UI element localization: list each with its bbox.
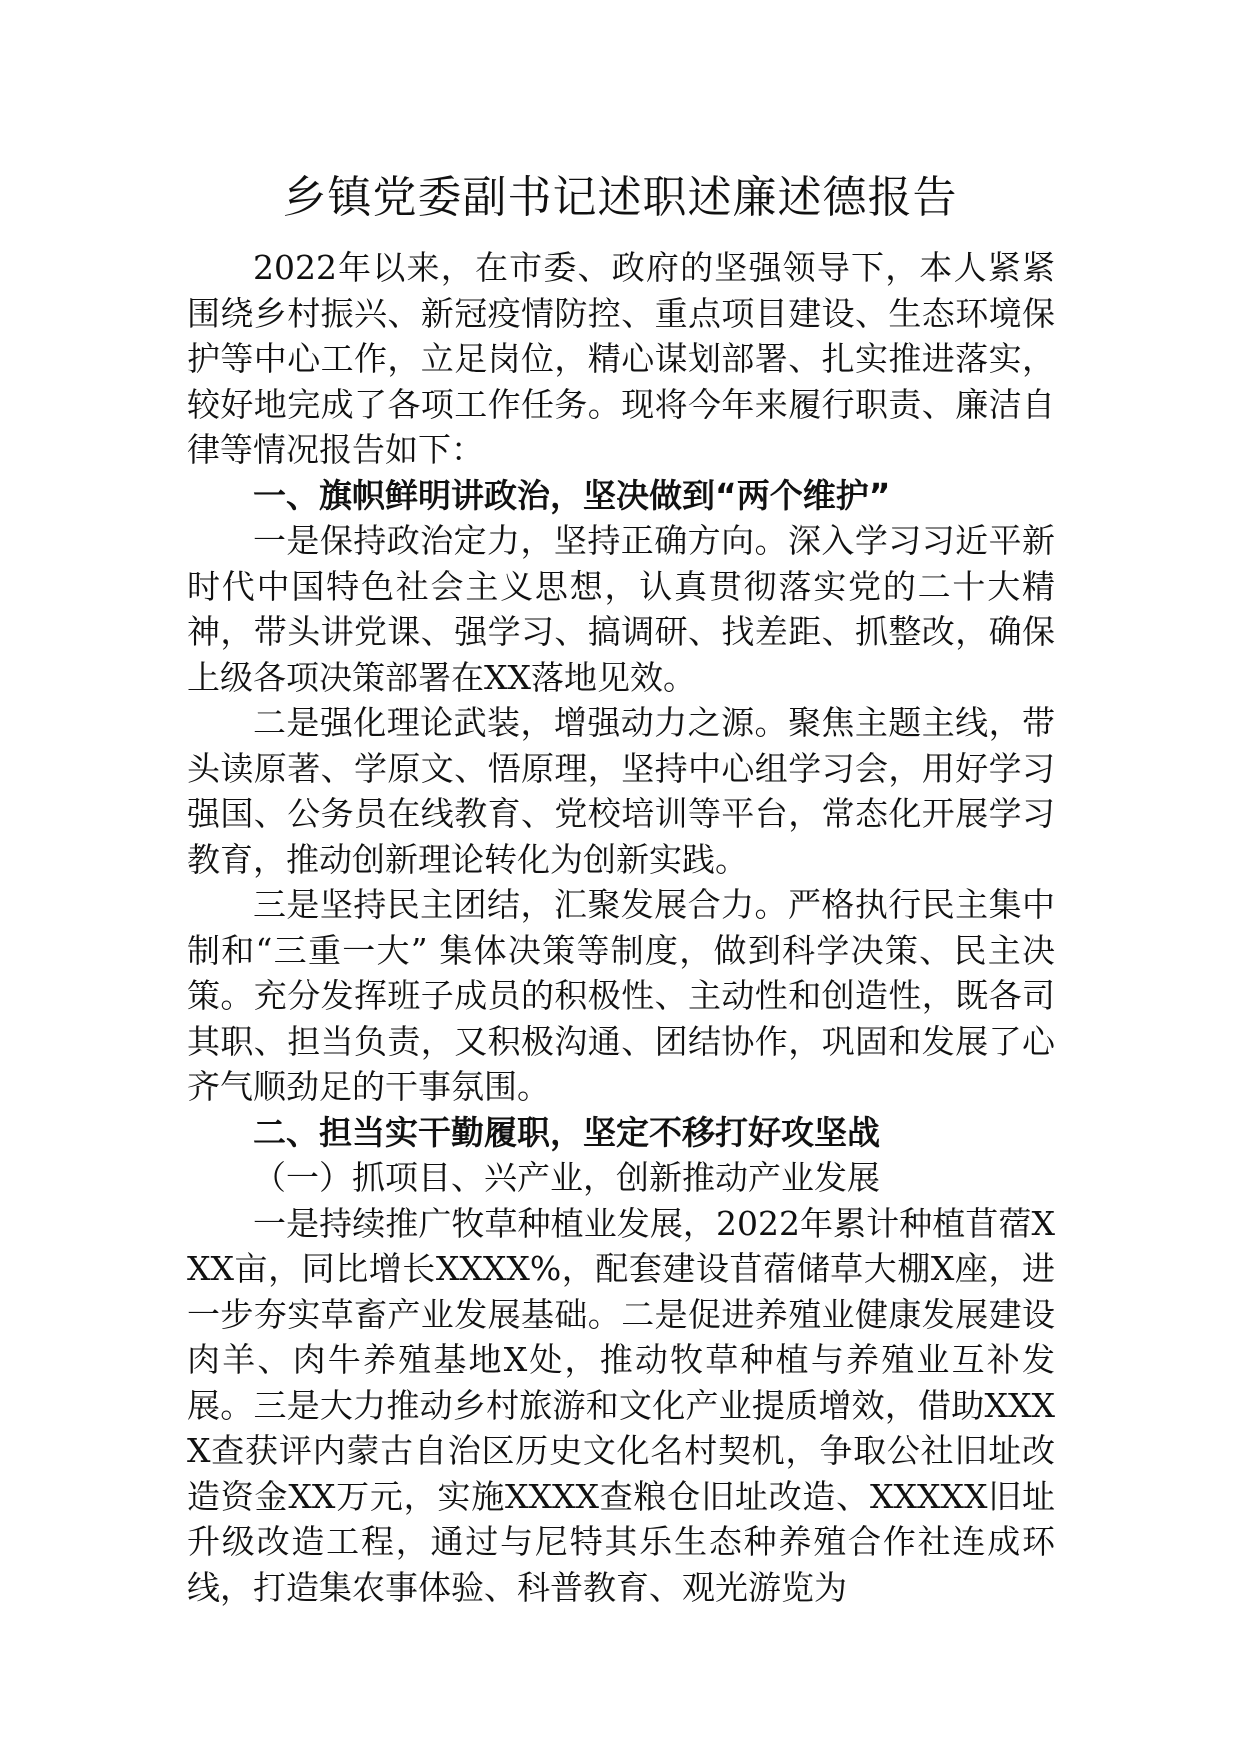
- body-paragraph: 二是强化理论武装，增强动力之源。聚焦主题主线，带头读原著、学原文、悟原理，坚持中心组学习会，用好学习强国、公务员在线教育、党校培训等平台，常态化开展学习教育，推动创新理论转化为创新实践。: [187, 703, 1055, 879]
- body-paragraph: 三是坚持民主团结，汇聚发展合力。严格执行民主集中制和“三重一大” 集体决策等制度，做到科学决策、民主决策。充分发挥班子成员的积极性、主动性和创造性，既各司其职、担当负责，又积极沟通、团结协作，巩固和发展了心齐气顺劲足的干事氛围。: [187, 885, 1055, 1106]
- subsection-heading: （一）抓项目、兴产业，创新推动产业发展: [253, 1158, 880, 1197]
- section-heading-2: 二、担当实干勤履职，坚定不移打好攻坚战: [253, 1112, 880, 1152]
- document-title: 乡镇党委副书记述职述廉述德报告: [282, 172, 958, 223]
- body-paragraph: 一是保持政治定力，坚持正确方向。深入学习习近平新时代中国特色社会主义思想，认真贯彻落实党的二十大精神，带头讲党课、强学习、搞调研、找差距、抓整改，确保上级各项决策部署在XX落地见效。: [187, 521, 1055, 697]
- intro-paragraph: 2022年以来，在市委、政府的坚强领导下，本人紧紧围绕乡村振兴、新冠疫情防控、重点项目建设、生态环境保护等中心工作，立足岗位，精心谋划部署、扎实推进落实，较好地完成了各项工作任务。现将今年来履行职责、廉洁自律等情况报告如下：: [187, 248, 1055, 469]
- body-paragraph: 一是持续推广牧草种植业发展，2022年累计种植苜蓿XXX亩，同比增长XXXX%，配套建设苜蓿储草大棚X座，进一步夯实草畜产业发展基础。二是促进养殖业健康发展建设肉羊、肉牛养殖基地X处，推动牧草种植与养殖业互补发展。三是大力推动乡村旅游和文化产业提质增效，借助XXXX查获评内蒙古自治区历史文化名村契机，争取公社旧址改造资金XX万元，实施XXXX查粮仓旧址改造、XXXXX旧址升级改造工程，通过与尼特其乐生态种养殖合作社连成环线，打造集农事体验、科普教育、观光游览为: [187, 1203, 1055, 1607]
- document-body: [187, 245, 1055, 1610]
- section-heading-1: 一、旗帜鲜明讲政治，坚决做到“两个维护”: [253, 475, 891, 515]
